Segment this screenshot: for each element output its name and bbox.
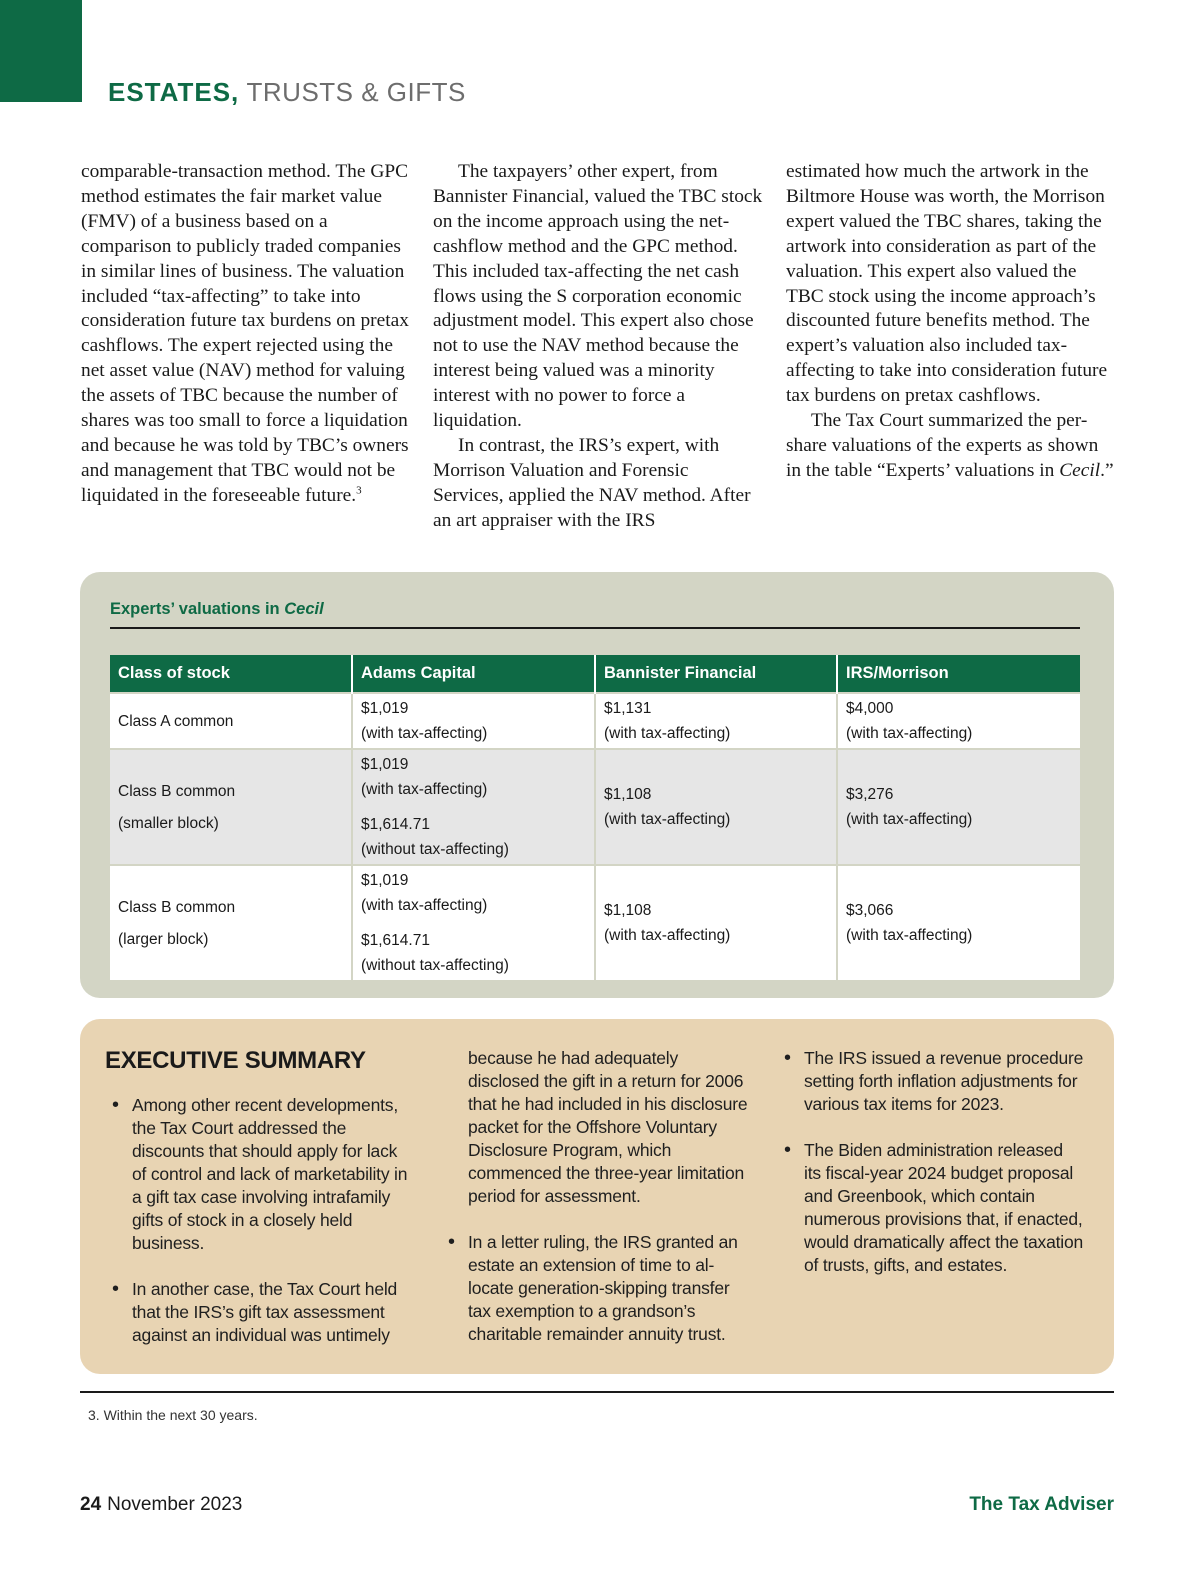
- summary-bullet: • The Biden administration released its fiscal-year 2024 budget proposal and Greenbook, which contain numerous provisions that, if enacted, would dramatically affect the taxation of trusts, gifts, and estates.: [784, 1139, 1084, 1277]
- summary-column-2: [448, 1047, 748, 1369]
- bannister-cell: $1,108 (with tax-affecting): [595, 749, 837, 865]
- class-cell: Class B common (smaller block): [110, 749, 352, 865]
- table-row: [110, 749, 1080, 865]
- valuation-table-title: Experts’ valuations in Cecil: [110, 600, 324, 618]
- footnote-ref-3[interactable]: 3: [356, 484, 362, 497]
- column-header-adams: Adams Capital: [352, 655, 595, 693]
- issue-date: November 2023: [107, 1494, 243, 1515]
- page-number: 24: [80, 1494, 102, 1515]
- table-title-rule: [110, 627, 1080, 629]
- irs-cell: $3,066 (with tax-affecting): [837, 865, 1080, 980]
- publication-name: The Tax Adviser: [969, 1494, 1114, 1515]
- adams-cell: $1,019 (with tax-affecting) $1,614.71 (without tax-affecting): [352, 865, 595, 980]
- class-cell: Class B common (larger block): [110, 865, 352, 980]
- col3-paragraph-1: estimated how much the artwork in the Biltmore House was worth, the Morrison expert valued the TBC shares, taking the artwork into consideration as part of the valuation. This expert also valued the TBC stock using the income approach’s discounted future benefits method. The expert’s valuation also included tax-affecting to take into consideration future tax burdens on pretax cashflows.: [786, 161, 1108, 407]
- adams-cell: $1,019 (with tax-affecting) $1,614.71 (without tax-affecting): [352, 749, 595, 865]
- col2-paragraph-1: The taxpayers’ other expert, from Bannister Financial, valued the TBC stock on the income approach using the net-cashflow method and the GPC method. This included tax-affecting the net cash flows using the S corporation economic adjustment model. This expert also chose not to use the NAV method because the interest being valued was a minority interest with no power to force a liquidation.: [433, 161, 763, 432]
- body-column-2: [433, 160, 763, 534]
- page-footer-left: [80, 1494, 242, 1516]
- summary-column-3: [784, 1047, 1084, 1300]
- column-header-bannister: Bannister Financial: [595, 655, 837, 693]
- section-header-light: TRUSTS & GIFTS: [246, 77, 466, 107]
- valuation-table: [110, 655, 1080, 980]
- irs-cell: $3,276 (with tax-affecting): [837, 749, 1080, 865]
- bannister-cell: $1,108 (with tax-affecting): [595, 865, 837, 980]
- table-header-row: [110, 655, 1080, 693]
- body-column-1: [81, 160, 411, 509]
- class-cell: Class A common: [110, 693, 352, 749]
- col3-paragraph-2: The Tax Court summarized the per-share valuations of the experts as shown in the table “Experts’ valuations in Cecil.”: [786, 410, 1114, 481]
- col2-paragraph-2: In contrast, the IRS’s expert, with Morrison Valuation and Forensic Services, applied the NAV method. After an art appraiser with the IRS: [433, 434, 751, 531]
- corner-accent-block: [0, 0, 82, 102]
- summary-bullet: • Among other recent developments, the Tax Court addressed the discounts that should apply for lack of control and lack of marketability in a gift tax case involving intrafamily gifts of stock in a closely held business.: [112, 1094, 412, 1255]
- table-row: [110, 693, 1080, 749]
- section-header-bold: ESTATES,: [108, 77, 240, 107]
- footnote-divider: [80, 1391, 1114, 1393]
- adams-cell: $1,019 (with tax-affecting): [352, 693, 595, 749]
- body-column-3: [786, 160, 1116, 484]
- summary-column-1: [112, 1094, 412, 1370]
- valuation-table-panel: [80, 572, 1114, 998]
- irs-cell: $4,000 (with tax-affecting): [837, 693, 1080, 749]
- column-header-irs: IRS/Morrison: [837, 655, 1080, 693]
- executive-summary-title: EXECUTIVE SUMMARY: [105, 1047, 366, 1074]
- summary-bullet: • The IRS issued a revenue procedure setting forth inflation adjustments for various tax items for 2023.: [784, 1047, 1084, 1116]
- bannister-cell: $1,131 (with tax-affecting): [595, 693, 837, 749]
- column-header-class: Class of stock: [110, 655, 352, 693]
- summary-bullet: • In a letter ruling, the IRS granted an estate an extension of time to allocate generation-skipping transfer tax exemption to a grandson’s charitable remainder annuity trust.: [448, 1231, 748, 1346]
- case-name: Cecil: [1059, 459, 1101, 481]
- footnote-3: 3. Within the next 30 years.: [88, 1407, 258, 1423]
- summary-bullet-continuation: because he had adequately disclosed the gift in a return for 2006 that he had included in his disclosure packet for the Offshore Voluntary Disclosure Program, which commenced the three-year limitation period for assessment.: [468, 1048, 748, 1206]
- executive-summary-panel: [80, 1019, 1114, 1374]
- table-row: [110, 865, 1080, 980]
- section-header: [108, 76, 466, 108]
- summary-bullet: • In another case, the Tax Court held that the IRS’s gift tax assessment against an individual was untimely: [112, 1278, 412, 1347]
- col1-paragraph-1: comparable-transaction method. The GPC method estimates the fair market value (FMV) of a business based on a comparison to publicly traded companies in similar lines of business. The valuation included “tax-affecting” to take into consideration future tax burdens on pretax cashflows. The expert rejected using the net asset value (NAV) method for valuing the assets of TBC because the number of shares was too small to force a liquidation and because he was told by TBC’s owners and management that TBC would not be liquidated in the foreseeable future.$^3$: [81, 161, 409, 506]
